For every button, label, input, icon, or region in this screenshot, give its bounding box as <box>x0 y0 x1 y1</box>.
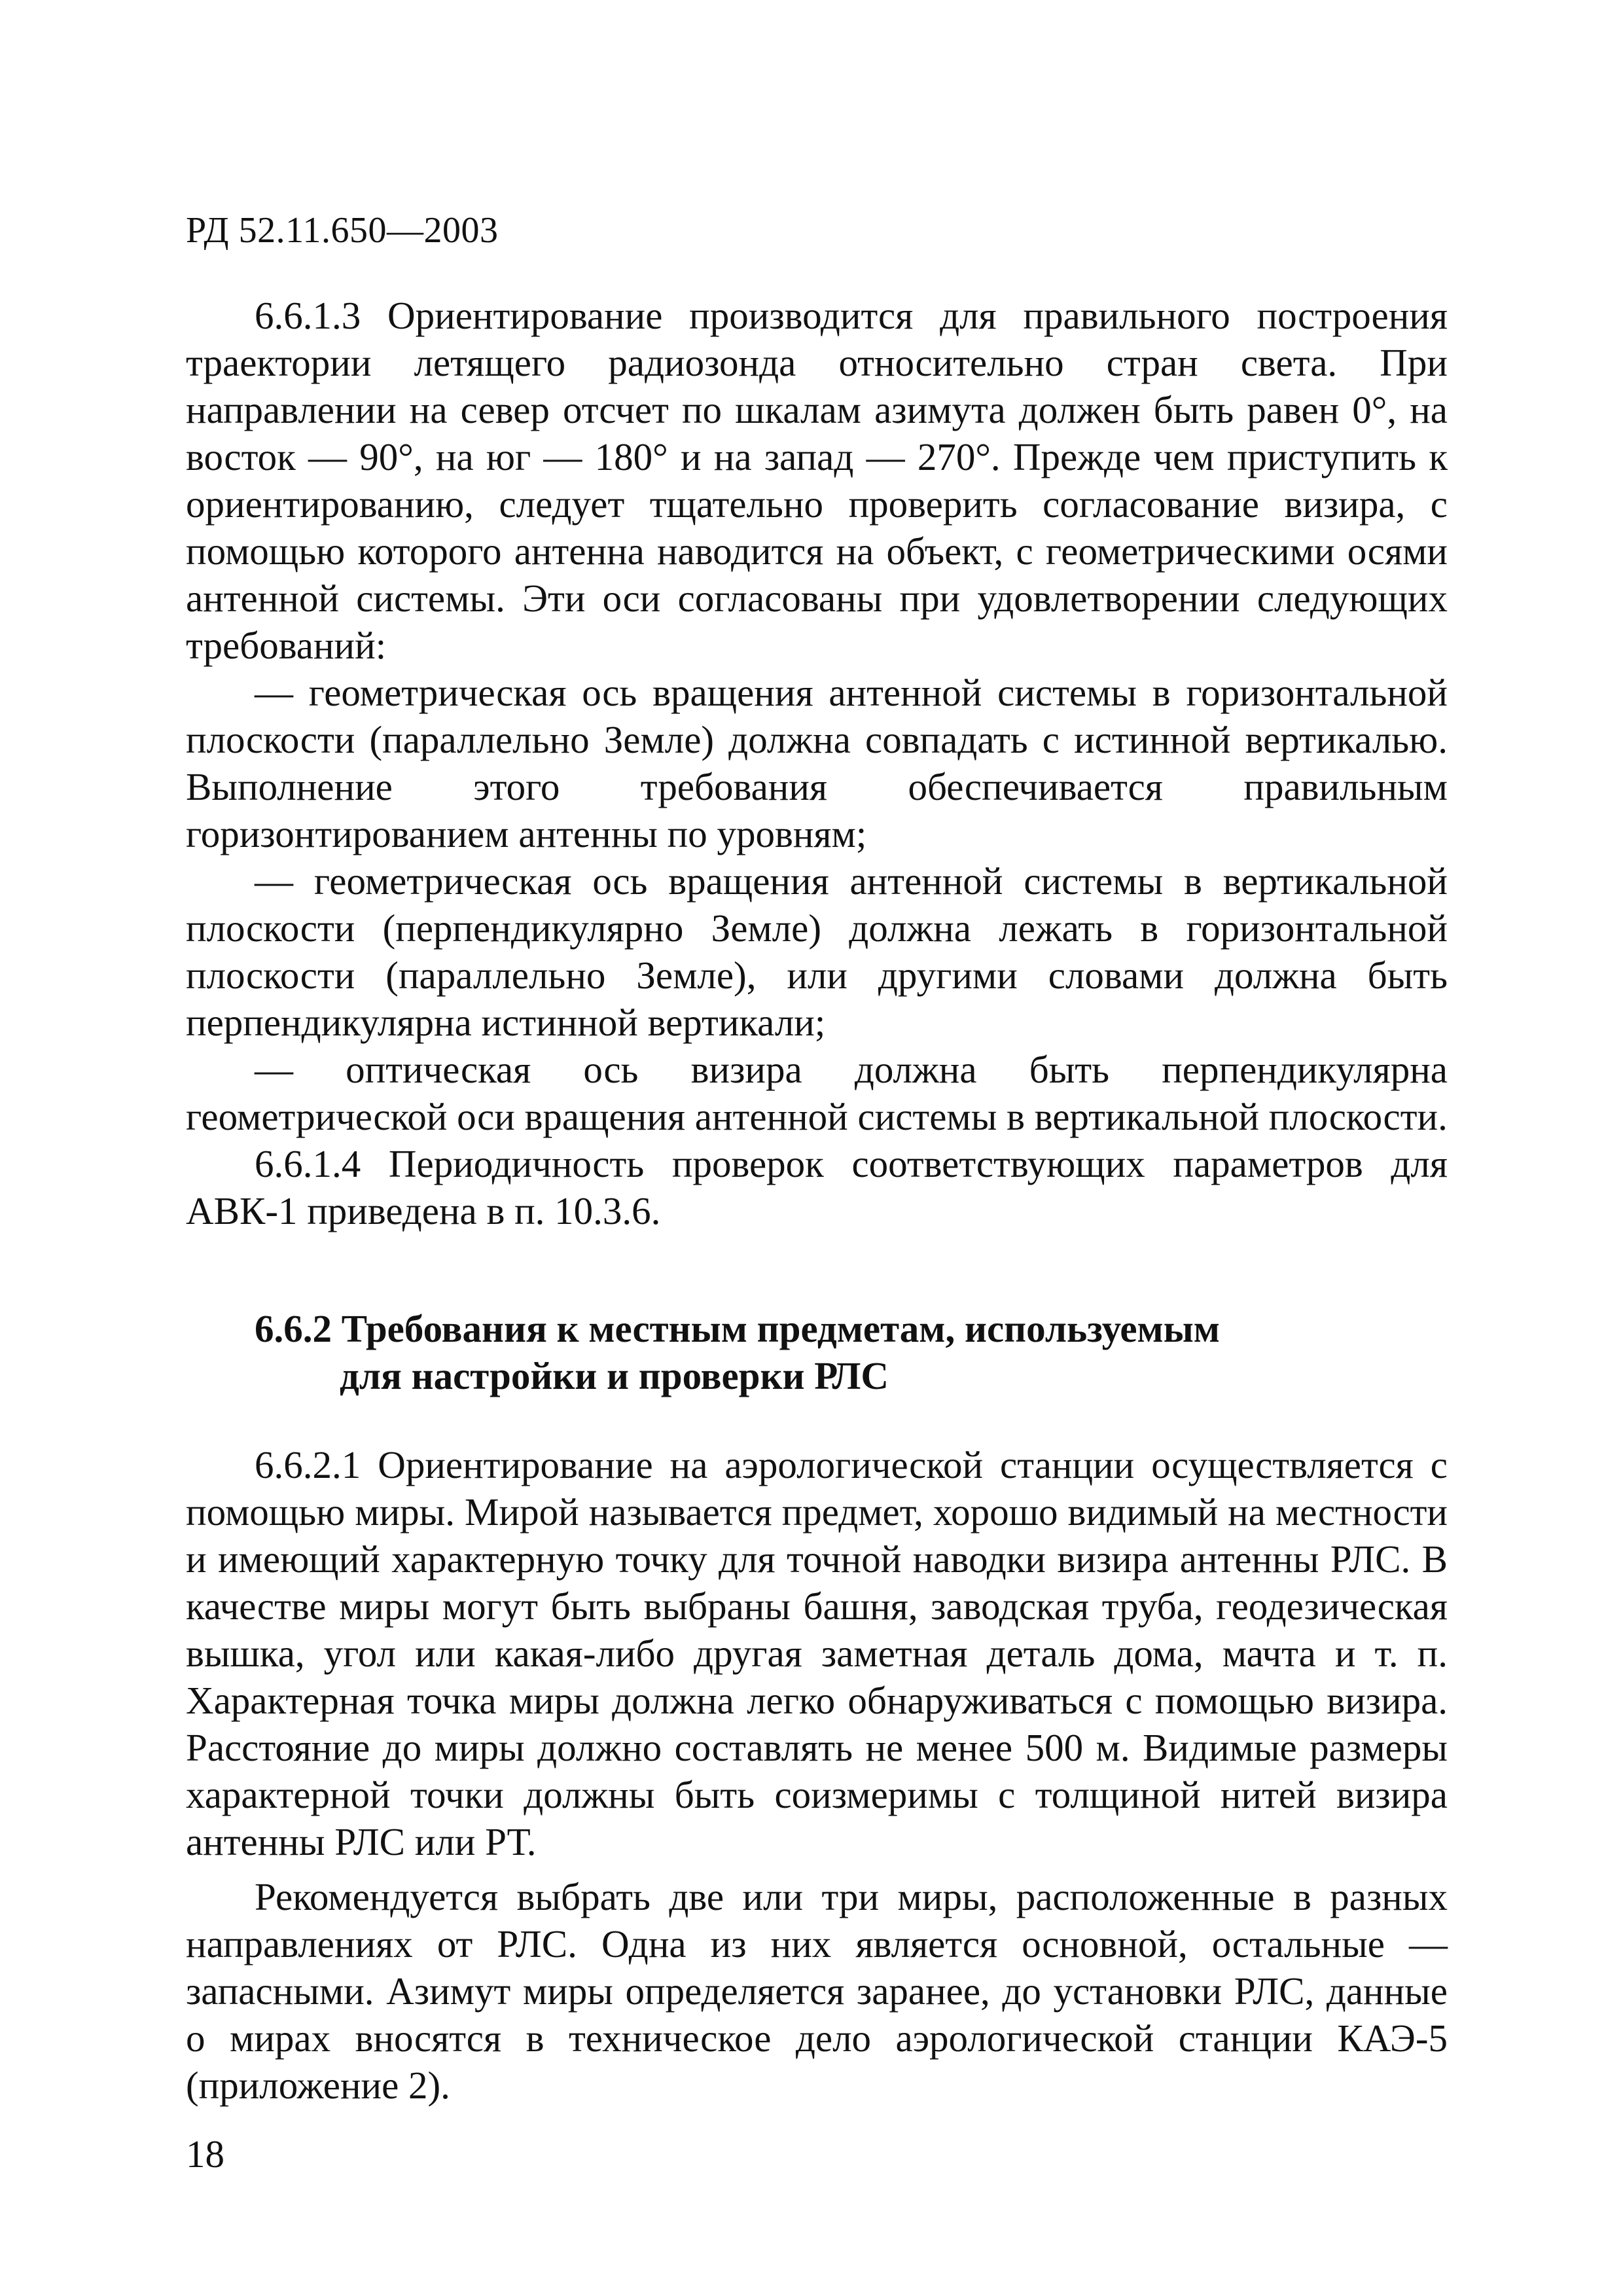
section-heading-line-2: для настройки и проверки РЛС <box>340 1354 889 1397</box>
body-text <box>186 292 1448 2109</box>
paragraph-6-6-1-4: 6.6.1.4 Периодичность проверок соответствующих параметров для АВК-1 приведена в п. 10.3.6. <box>186 1142 1448 1232</box>
page-number: 18 <box>186 2132 224 2176</box>
recommendation-paragraph: Рекомендуется выбрать две или три миры, расположенные в разных направлениях от РЛС. Одна из них является основной, остальные — запасными. Азимут миры определяется заранее, до установки РЛС, данные о мирах вносятся в техническое дело аэрологической станции КАЭ-5 (приложение 2). <box>186 1875 1448 2107</box>
running-head: РД 52.11.650—2003 <box>186 210 499 251</box>
section-heading-6-6-2 <box>186 1305 1448 1399</box>
paragraph-6-6-1-3: 6.6.1.3 Ориентирование производится для правильного построения траектории летящего радиозонда относительно стран света. При направлении на север отсчет по шкалам азимута должен быть равен 0°, на восток — 90°, на юг — 180° и на запад — 270°. Прежде чем приступить к ориентированию, следует тщательно проверить согласование визира, с помощью которого антенна наводится на объект, с геометрическими осями антенной системы. Эти оси согласованы при удовлетворении следующих требований: <box>186 294 1448 667</box>
section-heading-line-1: 6.6.2 Требования к местным предметам, используемым <box>255 1307 1220 1350</box>
requirement-list-item-1: — геометрическая ось вращения антенной системы в горизонтальной плоскости (параллельно Земле) должна совпадать с истинной вертикалью. Выполнение этого требования обеспечивается правильным горизонтированием антенны по уровням; <box>186 671 1448 855</box>
paragraph-6-6-2-1: 6.6.2.1 Ориентирование на аэрологической станции осуществляется с помощью миры. Мирой называется предмет, хорошо видимый на местности и имеющий характерную точку для точной наводки визира антенны РЛС. В качестве миры могут быть выбраны башня, заводская труба, геодезическая вышка, угол или какая-либо другая заметная деталь дома, мачта и т. п. Характерная точка миры должна легко обнаруживаться с помощью визира. Расстояние до миры должно составлять не менее 500 м. Видимые размеры характерной точки должны быть соизмеримы с толщиной нитей визира антенны РЛС или РТ. <box>186 1443 1448 1863</box>
requirement-list-item-2: — геометрическая ось вращения антенной системы в вертикальной плоскости (перпендикулярно Земле) должна лежать в горизонтальной плоскости (параллельно Земле), или другими словами должна быть перпендикулярна истинной вертикали; <box>186 859 1448 1044</box>
requirement-list-item-3: — оптическая ось визира должна быть перпендикулярна геометрической оси вращения антенной системы в вертикальной плоскости. <box>186 1048 1448 1138</box>
